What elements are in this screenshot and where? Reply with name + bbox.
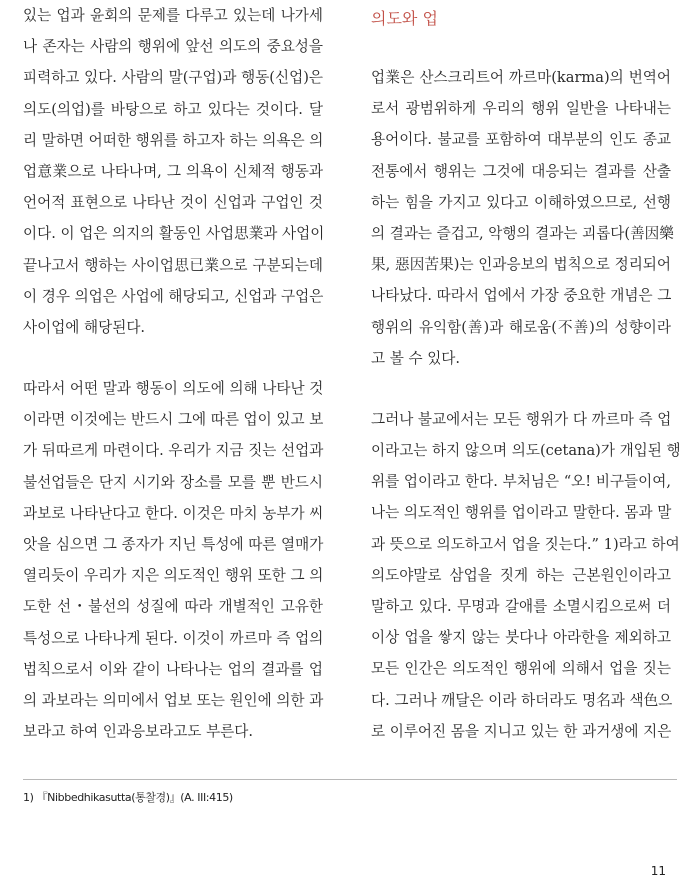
text-line: 모든 인간은 의도적인 행위에 의해서 업을 짓는 [371,660,671,678]
text-line: 과 뜻으로 의도하고서 업을 짓는다.” 1)라고 하여 [371,535,680,553]
text-line: 앗을 심으면 그 종자가 지닌 특성에 따른 열매가 [23,536,324,553]
footnote-divider [23,779,677,780]
text-line: 말하고 있다. 무명과 갈애를 소멸시킴으로써 더 [371,598,671,615]
text-line: 업業은 산스크리트어 까르마(karma)의 번역어 [371,69,671,86]
title-gap [371,35,671,62]
text-line: 위를 업이라고 한다. 부처님은 “오! 비구들이여, [371,473,671,491]
text-line: 피력하고 있다. 사람의 말(구업)과 행동(신업)은 [23,69,323,87]
text-line: 리 말하면 어떠한 행위를 하고자 하는 의욕은 의 [23,131,324,149]
text-line: 의 과보라는 의미에서 업보 또는 원인에 의한 과 [23,691,324,709]
text-line: 나 존자는 사람의 행위에 앞선 의도의 중요성을 [23,38,323,56]
text-line: 가 뒤따르게 마련이다. 우리가 지금 짓는 선업과 [23,442,324,460]
section-title: 의도와 업 [371,9,438,28]
text-line: 이라면 이것에는 반드시 그에 따른 업이 있고 보 [23,411,324,429]
text-line: 이라고는 하지 않으며 의도(cetana)가 개입된 행 [371,442,681,460]
footnote: 1) 『Nibbedhikasutta(통찰경)』(A. III:415) [23,791,233,804]
paragraph-gap [23,343,323,373]
text-line: 고 볼 수 있다. [371,349,461,367]
left-column [23,0,323,747]
text-line: 따라서 어떤 말과 행동이 의도에 의해 나타난 것 [23,380,324,398]
paragraph-gap [371,374,671,404]
text-line: 도한 선・불선의 성질에 따라 개별적인 고유한 [23,598,323,616]
text-line: 의도야말로 삼업을 짓게 하는 근본원인이라고 [371,566,671,584]
text-line: 사이업에 해당된다. [23,318,146,336]
left-paragraph-2 [23,373,323,747]
text-line: 특성으로 나타나게 된다. 이것이 까르마 즉 업의 [23,629,324,647]
text-line: 용어이다. 불교를 포함하여 대부분의 인도 종교 [371,131,671,149]
text-line: 과보로 나타난다고 한다. 이것은 마치 농부가 씨 [23,504,324,522]
text-line: 언어적 표현으로 나타난 것이 신업과 구업인 것 [23,194,323,212]
left-paragraph-1 [23,0,323,343]
text-line: 이상 업을 쌓지 않는 붓다나 아라한을 제외하고 [371,629,671,647]
text-line: 이 경우 의업은 사업에 해당되고, 신업과 구업은 [23,287,324,305]
page-number: 11 [650,864,666,878]
text-line: 로 이루어진 몸을 지니고 있는 한 과거생에 지은 [371,722,672,740]
text-line: 열리듯이 우리가 지은 의도적인 행위 또한 그 의 [23,567,324,585]
text-line: 의도(의업)를 바탕으로 하고 있다는 것이다. 달 [23,100,323,118]
text-line: 의 결과는 즐겁고, 악행의 결과는 괴롭다(善因樂 [371,224,674,242]
text-line: 이다. 이 업은 의지의 활동인 사업思業과 사업이 [23,225,325,243]
text-line: 불선업들은 단지 시기와 장소를 모를 뿐 반드시 [23,473,323,491]
text-line: 법칙으로서 이와 같이 나타나는 업의 결과를 업 [23,660,323,678]
right-paragraph-2 [371,404,681,747]
text-line: 업意業으로 나타나며, 그 의욕이 신체적 행동과 [23,162,323,180]
right-paragraph-1 [371,62,674,374]
text-line: 있는 업과 윤회의 문제를 다루고 있는데 나가세 [23,7,323,24]
text-line: 다. 그러나 깨달은 이라 하더라도 명名과 색色으 [371,691,673,709]
text-line: 행위의 유익함(善)과 해로움(不善)의 성향이라 [371,318,671,336]
text-line: 하는 힘을 가지고 있다고 이해하였으므로, 선행 [371,193,671,211]
text-line: 보라고 하여 인과응보라고도 부른다. [23,723,254,741]
text-line: 그러나 불교에서는 모든 행위가 다 까르마 즉 업 [371,410,672,428]
text-line: 전통에서 행위는 그것에 대응되는 결과를 산출 [371,162,671,180]
text-line: 나타났다. 따라서 업에서 가장 중요한 개념은 그 [371,287,672,305]
text-line: 끝나고서 행하는 사이업思已業으로 구분되는데 [23,256,323,274]
text-line: 로서 광범위하게 우리의 행위 일반을 나타내는 [371,100,671,118]
right-column [371,0,681,747]
text-line: 나는 의도적인 행위를 업이라고 말한다. 몸과 말 [371,504,672,522]
text-line: 果, 惡因苦果)는 인과응보의 법칙으로 정리되어 [371,256,671,274]
